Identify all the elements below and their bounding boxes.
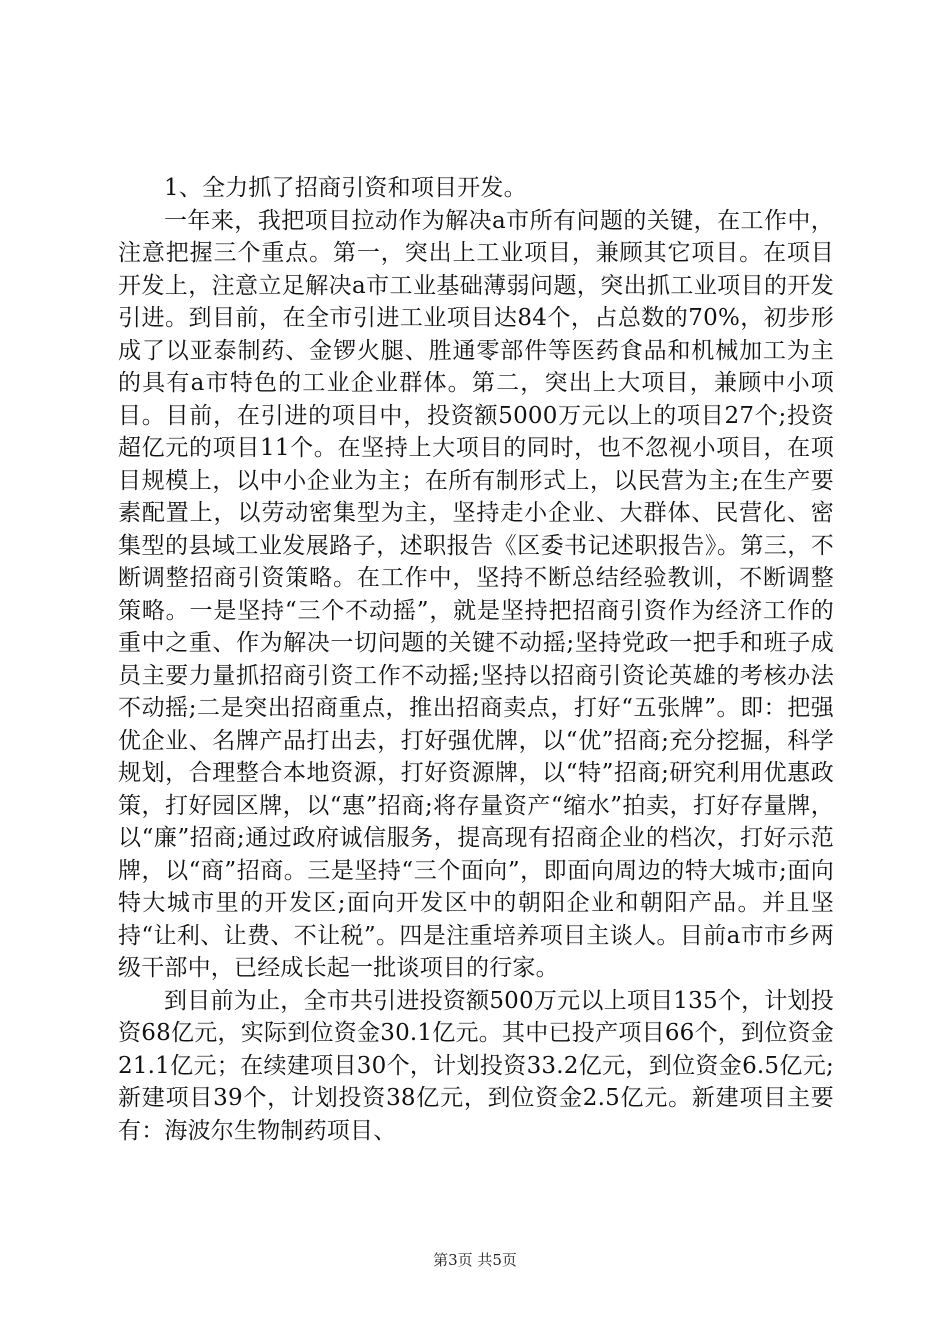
section-heading: 1、全力抓了招商引资和项目开发。: [164, 175, 527, 201]
paragraph-investment-strategy: 一年来，我把项目拉动作为解决a市所有问题的关键，在工作中，注意把握三个重点。第一，突出上工业项目，兼顾其它项目。在项目开发上，注意立足解决a市工业基础薄弱问题，突出抓工业项目的开发引进。到目前，在全市引进工业项目达84个，占总数的70%，初步形成了以亚泰制药、金锣火腿、胜通零部件等医药食品和机械加工为主的具有a市特色的工业企业群体。第二，突出上大项目，兼顾中小项目。目前，在引进的项目中，投资额5000万元以上的项目27个;投资超亿元的项目11个。在坚持上大项目的同时，也不忽视小项目，在项目规模上，以中小企业为主；在所有制形式上，以民营为主;在生产要素配置上，以劳动密集型为主，坚持走小企业、大群体、民营化、密集型的县域工业发展路子，述职报告《区委书记述职报告》。第三，不断调整招商引资策略。在工作中，坚持不断总结经验教训，不断调整策略。一是坚持“三个不动摇”，就是坚持把招商引资作为经济工作的重中之重、作为解决一切问题的关键不动摇;坚持党政一把手和班子成员主要力量抓招商引资工作不动摇;坚持以招商引资论英雄的考核办法不动摇;二是突出招商重点，推出招商卖点，打好“五张牌”。即：把强优企业、名牌产品打出去，打好强优牌，以“优”招商;充分挖掘，科学规划，合理整合本地资源，打好资源牌，以“特”招商;研究利用优惠政策，打好园区牌，以“惠”招商;将存量资产“缩水”拍卖，打好存量牌，以“廉”招商;通过政府诚信服务，提高现有招商企业的档次，打好示范牌，以“商”招商。三是坚持“三个面向”，即面向周边的特大城市;面向特大城市里的开发区;面向开发区中的朝阳企业和朝阳产品。并且坚持“让利、让费、不让税”。四是注重培养项目主谈人。目前a市市乡两级干部中，已经成长起一批谈项目的行家。: [118, 207, 834, 981]
page-footer: 第3页 共5页: [433, 1251, 517, 1269]
document-body: [118, 172, 834, 1147]
paragraph-investment-results: 到目前为止，全市共引进投资额500万元以上项目135个，计划投资68亿元，实际到位资金30.1亿元。其中已投产项目66个，到位资金21.1亿元；在续建项目30个，计划投资33.2亿元，到位资金6.5亿元;新建项目39个，计划投资38亿元，到位资金2.5亿元。新建项目主要有：海波尔生物制药项目、: [118, 987, 834, 1144]
